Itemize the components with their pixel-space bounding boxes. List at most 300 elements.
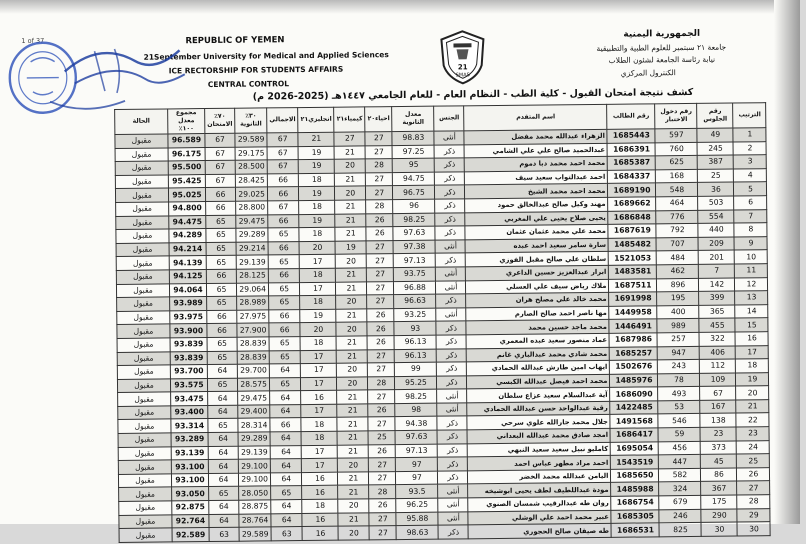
table-cell: 26 bbox=[366, 227, 393, 241]
table-cell: 93.100 bbox=[171, 473, 208, 487]
table-cell: 59 bbox=[658, 427, 700, 441]
table-cell: الزهراء عبدالله محمد مفضل bbox=[464, 129, 607, 144]
table-cell: 28.764 bbox=[239, 514, 271, 528]
table-cell: 27 bbox=[368, 417, 395, 431]
table-cell: مقبول bbox=[118, 392, 171, 406]
table-cell: 29.100 bbox=[239, 473, 271, 487]
table-cell: 5 bbox=[734, 182, 767, 196]
table-cell: 27 bbox=[367, 281, 394, 295]
table-cell: 67 bbox=[267, 133, 298, 147]
column-header: الاجمالي bbox=[267, 108, 299, 133]
table-cell: 26 bbox=[367, 308, 394, 322]
table-cell: 548 bbox=[656, 183, 698, 197]
table-cell: مقبول bbox=[116, 215, 169, 229]
table-cell: 19 bbox=[335, 241, 366, 255]
table-cell: ذكر bbox=[437, 376, 467, 390]
table-cell: احمد مراد مطهر عباس احمد bbox=[468, 456, 611, 471]
table-cell: 28.875 bbox=[239, 500, 271, 514]
table-cell: 64 bbox=[270, 432, 301, 446]
table-cell: 21 bbox=[336, 336, 367, 350]
table-cell: ذكر bbox=[435, 172, 465, 186]
table-cell: 195 bbox=[657, 292, 699, 306]
table-cell: يحيى صلاح يحيى علي المغربي bbox=[465, 211, 608, 226]
table-cell: 27 bbox=[369, 458, 396, 472]
table-cell: 246 bbox=[659, 509, 701, 523]
table-cell: 28.125 bbox=[236, 269, 268, 283]
table-cell: 65 bbox=[206, 228, 236, 242]
table-cell: مقبول bbox=[118, 460, 171, 474]
table-cell: 1491568 bbox=[610, 414, 658, 428]
table-cell: 98.63 bbox=[396, 525, 438, 539]
table-cell: أنثى bbox=[437, 389, 467, 403]
table-cell: 99 bbox=[395, 362, 437, 376]
table-cell: مقبول bbox=[117, 311, 170, 325]
table-cell: 67 bbox=[267, 146, 298, 160]
table-cell: 29.700 bbox=[237, 364, 269, 378]
table-cell: 65 bbox=[269, 350, 300, 364]
table-cell: أنثى bbox=[436, 308, 466, 322]
table-cell: 23 bbox=[700, 427, 736, 441]
table-cell: 27 bbox=[367, 349, 394, 363]
table-cell: 27.900 bbox=[237, 323, 269, 337]
table-cell: مقبول bbox=[118, 419, 171, 433]
header-control-en: CENTRAL CONTROL bbox=[207, 79, 290, 90]
table-cell: 94.289 bbox=[169, 229, 206, 243]
table-cell: 1689190 bbox=[608, 183, 656, 197]
table-cell: 9 bbox=[734, 236, 767, 250]
table-cell: 1521053 bbox=[609, 251, 657, 265]
table-cell: 93.5 bbox=[396, 485, 438, 499]
table-cell: 28 bbox=[369, 485, 396, 499]
table-cell: 96.88 bbox=[394, 281, 436, 295]
table-cell: سارة سامر سعيد احمد عبده bbox=[465, 238, 608, 253]
table-cell: 7 bbox=[734, 209, 767, 223]
table-cell: 93.289 bbox=[171, 433, 208, 447]
table-cell: 400 bbox=[657, 305, 699, 319]
table-cell: 20 bbox=[336, 322, 367, 336]
table-cell: مقبول bbox=[115, 148, 168, 162]
table-cell: 97.25 bbox=[392, 145, 434, 159]
table-cell: 98.83 bbox=[392, 131, 434, 145]
table-cell: 825 bbox=[659, 523, 701, 537]
table-cell: 27 bbox=[365, 145, 392, 159]
table-cell: ذكر bbox=[434, 144, 464, 158]
table-cell: مقبول bbox=[115, 175, 168, 189]
table-cell: 17 bbox=[301, 350, 337, 364]
table-cell: 17 bbox=[301, 404, 337, 418]
table-cell: 776 bbox=[656, 210, 698, 224]
table-cell: 64 bbox=[270, 404, 301, 418]
table-cell: 29.214 bbox=[236, 242, 268, 256]
table-cell: 142 bbox=[699, 278, 735, 292]
table-cell: 493 bbox=[658, 387, 700, 401]
table-cell: محمد ماجد حسين محمد bbox=[466, 320, 609, 335]
table-cell: 66 bbox=[206, 201, 236, 215]
table-cell: 96.75 bbox=[393, 186, 435, 200]
table-cell: 66 bbox=[270, 418, 301, 432]
table-cell: 66 bbox=[268, 269, 299, 283]
column-header: اسم المتقدم bbox=[464, 104, 607, 130]
table-cell: 67 bbox=[700, 386, 736, 400]
table-cell: 21 bbox=[338, 445, 369, 459]
table-cell: 440 bbox=[698, 223, 734, 237]
table-cell: 67 bbox=[267, 160, 298, 174]
table-cell: 324 bbox=[659, 482, 701, 496]
table-cell: 175 bbox=[701, 495, 737, 509]
table-cell: 94.214 bbox=[169, 242, 206, 256]
table-cell: 209 bbox=[698, 237, 734, 251]
table-cell: 67 bbox=[268, 201, 299, 215]
table-cell: 290 bbox=[701, 509, 737, 523]
table-cell: 29.475 bbox=[238, 391, 270, 405]
table-cell: 97.38 bbox=[393, 240, 435, 254]
column-header: الجنس bbox=[434, 106, 464, 131]
table-cell: 21 bbox=[336, 309, 367, 323]
table-cell: 18 bbox=[300, 295, 336, 309]
table-cell: ذكر bbox=[438, 457, 468, 471]
table-cell: 546 bbox=[658, 414, 700, 428]
column-header: ٣٠٪ الثانوية bbox=[235, 108, 267, 133]
table-cell: 18 bbox=[302, 499, 338, 513]
table-cell: 28.839 bbox=[237, 337, 269, 351]
table-cell: مقبول bbox=[116, 202, 169, 216]
table-cell: 28 bbox=[365, 159, 392, 173]
table-cell: 93.839 bbox=[170, 351, 207, 365]
table-cell: 1446491 bbox=[609, 319, 657, 333]
table-cell: 93.839 bbox=[170, 337, 207, 351]
table-cell: 19 bbox=[736, 372, 769, 386]
table-cell: 20 bbox=[338, 526, 369, 540]
table-cell: 760 bbox=[655, 142, 697, 156]
table-cell: 21 bbox=[335, 227, 366, 241]
table-cell: 45 bbox=[701, 454, 737, 468]
table-cell: 64 bbox=[208, 473, 238, 487]
table-cell: 29.139 bbox=[238, 446, 270, 460]
table-cell: 66 bbox=[205, 188, 235, 202]
table-cell: 65 bbox=[206, 256, 236, 270]
table-cell: 21 bbox=[335, 173, 366, 187]
table-cell: 20 bbox=[336, 254, 367, 268]
table-cell: 96.25 bbox=[396, 498, 438, 512]
table-cell: 1485976 bbox=[610, 374, 658, 388]
table-cell: 93.475 bbox=[171, 392, 208, 406]
table-cell: ابرار عبدالعزيز حسين الداعري bbox=[466, 265, 609, 280]
table-cell: عبدالحميد صالح علي علي الشامي bbox=[464, 143, 607, 158]
table-cell: 23 bbox=[736, 427, 769, 441]
table-cell: مقبول bbox=[117, 351, 170, 365]
table-cell: 2 bbox=[733, 141, 766, 155]
table-cell: 367 bbox=[701, 481, 737, 495]
table-cell: ذكر bbox=[436, 253, 466, 267]
table-cell: 27 bbox=[367, 268, 394, 282]
table-cell: 65 bbox=[206, 215, 236, 229]
table-cell: 462 bbox=[657, 264, 699, 278]
column-header: مجموع معدل ١٠٠٪ bbox=[168, 109, 205, 134]
table-cell: 93.575 bbox=[170, 378, 207, 392]
table-cell: 65 bbox=[206, 283, 236, 297]
table-cell: محمد علي محمد عثمان عثمان bbox=[465, 224, 608, 239]
table-cell: 64 bbox=[270, 445, 301, 459]
header-vice-rectorship-ar: نيابة رئاسة الجامعة لشئون الطلاب bbox=[608, 54, 716, 65]
table-cell: 20 bbox=[337, 363, 368, 377]
table-cell: 17 bbox=[301, 363, 337, 377]
table-cell: 138 bbox=[700, 413, 736, 427]
table-cell: 29.139 bbox=[236, 255, 268, 269]
table-cell: 26 bbox=[367, 335, 394, 349]
table-cell: 582 bbox=[659, 468, 701, 482]
table-cell: 93.400 bbox=[171, 405, 208, 419]
table-cell: 65 bbox=[207, 337, 237, 351]
scan-shadow-top bbox=[0, 0, 800, 14]
table-cell: 66 bbox=[268, 241, 299, 255]
table-cell: 66 bbox=[268, 214, 299, 228]
table-cell: 21 bbox=[334, 145, 365, 159]
table-cell: 17 bbox=[300, 255, 336, 269]
header-control-ar: الكنترول المركزي bbox=[620, 68, 676, 78]
table-cell: 21 bbox=[298, 132, 334, 146]
table-cell: 28.989 bbox=[237, 296, 269, 310]
table-cell: 19 bbox=[299, 187, 335, 201]
table-cell: مقبول bbox=[117, 379, 170, 393]
table-cell: 18 bbox=[736, 359, 769, 373]
table-cell: 13 bbox=[735, 291, 768, 305]
table-cell: 20 bbox=[336, 295, 367, 309]
table-cell: 28.425 bbox=[235, 174, 267, 188]
table-cell: 30 bbox=[737, 522, 770, 536]
table-cell: 17 bbox=[302, 458, 338, 472]
table-cell: 27 bbox=[369, 526, 396, 540]
table-cell: 28.500 bbox=[235, 160, 267, 174]
table-cell: 18 bbox=[301, 418, 337, 432]
table-cell: 29.289 bbox=[238, 432, 270, 446]
table-cell: 98 bbox=[395, 403, 437, 417]
table-cell: 19 bbox=[298, 146, 334, 160]
table-cell: 28 bbox=[368, 376, 395, 390]
table-cell: 93.25 bbox=[394, 308, 436, 322]
header-republic-en: REPUBLIC OF YEMEN bbox=[185, 35, 285, 47]
table-cell: 16 bbox=[302, 513, 338, 527]
table-cell: 1686848 bbox=[608, 210, 656, 224]
table-cell: 18 bbox=[300, 268, 336, 282]
table-cell: 1687986 bbox=[609, 333, 657, 347]
table-cell: 3 bbox=[734, 155, 767, 169]
table-cell: 27 bbox=[369, 512, 396, 526]
table-cell: 17 bbox=[302, 445, 338, 459]
table-cell: 20 bbox=[335, 159, 366, 173]
table-cell: 1485988 bbox=[611, 482, 659, 496]
table-cell: محمد شادي محمد عبدالباري غانم bbox=[467, 347, 610, 362]
table-cell: 484 bbox=[657, 251, 699, 265]
table-cell: 66 bbox=[268, 187, 299, 201]
table-cell: 96 bbox=[393, 199, 435, 213]
table-cell: 21 bbox=[337, 349, 368, 363]
table-cell: احمد عبدالتواب سعيد سيف bbox=[465, 170, 608, 185]
table-cell: 18 bbox=[301, 431, 337, 445]
table-cell: آية عبدالسلام سعيد عزاع سلطان bbox=[467, 388, 610, 403]
table-cell: 20 bbox=[338, 458, 369, 472]
table-cell: 93.700 bbox=[170, 365, 207, 379]
table-cell: 27.975 bbox=[237, 310, 269, 324]
table-cell: 64 bbox=[208, 459, 238, 473]
table-cell: 27 bbox=[366, 186, 393, 200]
table-cell: 112 bbox=[700, 359, 736, 373]
table-cell: 1543519 bbox=[611, 455, 659, 469]
table-cell: 373 bbox=[701, 441, 737, 455]
table-cell: 29.064 bbox=[237, 282, 269, 296]
table-cell: 94.475 bbox=[169, 215, 206, 229]
header-republic-ar: الجمهورية اليمنية bbox=[623, 28, 701, 40]
table-cell: 21 bbox=[736, 400, 769, 414]
table-cell: 64 bbox=[270, 391, 301, 405]
table-cell: 21 bbox=[338, 472, 369, 486]
table-cell: محمد خالد علي مصلح هران bbox=[466, 292, 609, 307]
table-cell: 65 bbox=[209, 487, 239, 501]
table-cell: أنثى bbox=[435, 240, 465, 254]
table-cell: 64 bbox=[209, 514, 239, 528]
table-cell: 94.38 bbox=[395, 417, 437, 431]
university-logo bbox=[437, 29, 488, 86]
table-cell: 17 bbox=[300, 282, 336, 296]
table-cell: 29.589 bbox=[235, 133, 267, 147]
table-cell: 65 bbox=[269, 296, 300, 310]
table-cell: 387 bbox=[698, 155, 734, 169]
table-cell: 14 bbox=[735, 304, 768, 318]
table-cell: مقبول bbox=[119, 528, 172, 542]
table-cell: مقبول bbox=[116, 243, 169, 257]
table-cell: 78 bbox=[658, 373, 700, 387]
table-cell: 63 bbox=[271, 527, 302, 541]
table-cell: عبير محمد احمد علي الوشلي bbox=[468, 510, 611, 525]
table-cell: 97.13 bbox=[394, 253, 436, 267]
table-cell: مقبول bbox=[115, 161, 168, 175]
table-cell: 21 bbox=[336, 268, 367, 282]
table-cell: 94.139 bbox=[169, 256, 206, 270]
table-cell: 30 bbox=[701, 522, 737, 536]
table-cell: 168 bbox=[656, 169, 698, 183]
svg-text:SMAS: SMAS bbox=[455, 72, 470, 79]
table-cell: مقبول bbox=[118, 433, 171, 447]
table-cell: 28 bbox=[737, 495, 770, 509]
table-cell: 18 bbox=[300, 336, 336, 350]
table-cell: 53 bbox=[658, 400, 700, 414]
table-cell: 65 bbox=[268, 255, 299, 269]
table-cell: 22 bbox=[736, 413, 769, 427]
table-cell: 24 bbox=[737, 440, 770, 454]
table-cell: 64 bbox=[208, 446, 238, 460]
column-header: ٧٠٪ الامتحان bbox=[205, 108, 235, 133]
table-cell: 28.800 bbox=[236, 201, 268, 215]
table-cell: 27 bbox=[334, 132, 365, 146]
table-cell: 92.589 bbox=[172, 528, 209, 542]
table-cell: 93.989 bbox=[170, 297, 207, 311]
table-cell: روان طه عبدالرقيب شمسان الصنوي bbox=[468, 496, 611, 511]
table-cell: 19 bbox=[300, 309, 336, 323]
table-cell: 94.064 bbox=[169, 283, 206, 297]
table-cell: ذكر bbox=[437, 430, 467, 444]
table-cell: 8 bbox=[734, 223, 767, 237]
table-cell: 1685257 bbox=[610, 346, 658, 360]
table-cell: 25 bbox=[737, 454, 770, 468]
table-cell: 64 bbox=[271, 513, 302, 527]
table-cell: 27 bbox=[737, 481, 770, 495]
table-cell: 97.13 bbox=[396, 444, 438, 458]
table-cell: 96.13 bbox=[395, 349, 437, 363]
table-cell: 707 bbox=[656, 237, 698, 251]
table-cell: 63 bbox=[209, 527, 239, 541]
table-cell: 15 bbox=[735, 318, 768, 332]
table-cell: أنثى bbox=[434, 131, 464, 145]
table-cell: 27 bbox=[366, 240, 393, 254]
table-cell: 97.63 bbox=[395, 430, 437, 444]
table-cell: 27 bbox=[366, 172, 393, 186]
table-cell: مقبول bbox=[118, 406, 171, 420]
table-cell: 1686391 bbox=[607, 142, 655, 156]
table-cell: 65 bbox=[270, 377, 301, 391]
table-cell: 1686531 bbox=[611, 523, 659, 537]
table-cell: 792 bbox=[656, 224, 698, 238]
table-cell: 29.475 bbox=[236, 214, 268, 228]
table-cell: 64 bbox=[271, 500, 302, 514]
table-cell: 1687511 bbox=[609, 278, 657, 292]
column-header: رقم دخول الاختبار bbox=[655, 103, 697, 128]
table-cell: ذكر bbox=[438, 471, 468, 485]
table-cell: 625 bbox=[656, 156, 698, 170]
table-cell: مهند وكيل صالح عبدالخالق حمود bbox=[465, 197, 608, 212]
column-header: احياء٢٠ bbox=[365, 107, 392, 132]
table-cell: 464 bbox=[656, 196, 698, 210]
table-cell: 28 bbox=[366, 200, 393, 214]
table-cell: 19 bbox=[299, 214, 335, 228]
table-cell: 257 bbox=[657, 332, 699, 346]
table-cell: 399 bbox=[699, 291, 735, 305]
table-cell: 64 bbox=[270, 459, 301, 473]
table-cell: 26 bbox=[368, 403, 395, 417]
table-cell: 66 bbox=[269, 323, 300, 337]
table-cell: مقبول bbox=[117, 365, 170, 379]
table-cell: مقبول bbox=[115, 188, 168, 202]
table-cell: 6 bbox=[734, 196, 767, 210]
table-cell: 27 bbox=[368, 363, 395, 377]
column-header: رقم الطالب bbox=[607, 104, 655, 130]
table-cell: 67 bbox=[205, 174, 235, 188]
table-cell: 365 bbox=[699, 305, 735, 319]
table-cell: طه صيقان صالح الحجوري bbox=[468, 524, 611, 539]
table-cell: 65 bbox=[268, 228, 299, 242]
column-header: انجليزي٢١ bbox=[298, 107, 334, 132]
table-cell: 16 bbox=[302, 472, 338, 486]
table-cell: 86 bbox=[701, 468, 737, 482]
table-cell: 66 bbox=[269, 309, 300, 323]
table-cell: 21 bbox=[338, 512, 369, 526]
table-cell: 1449958 bbox=[609, 306, 657, 320]
table-cell: 19 bbox=[299, 159, 335, 173]
table-cell: 65 bbox=[271, 486, 302, 500]
table-cell: 21 bbox=[337, 417, 368, 431]
table-cell: ذكر bbox=[436, 335, 466, 349]
table-cell: ذكر bbox=[435, 212, 465, 226]
table-cell: ذكر bbox=[438, 443, 468, 457]
table-cell: 98.25 bbox=[393, 213, 435, 227]
table-cell: 36 bbox=[698, 182, 734, 196]
table-cell: 16 bbox=[735, 332, 768, 346]
table-cell: 1485482 bbox=[608, 238, 656, 252]
table-cell: 11 bbox=[735, 264, 768, 278]
table-cell: أنثى bbox=[436, 267, 466, 281]
table-cell: 66 bbox=[207, 310, 237, 324]
results-table bbox=[114, 102, 771, 543]
table-cell: 93 bbox=[394, 321, 436, 335]
table-cell: 27 bbox=[365, 132, 392, 146]
